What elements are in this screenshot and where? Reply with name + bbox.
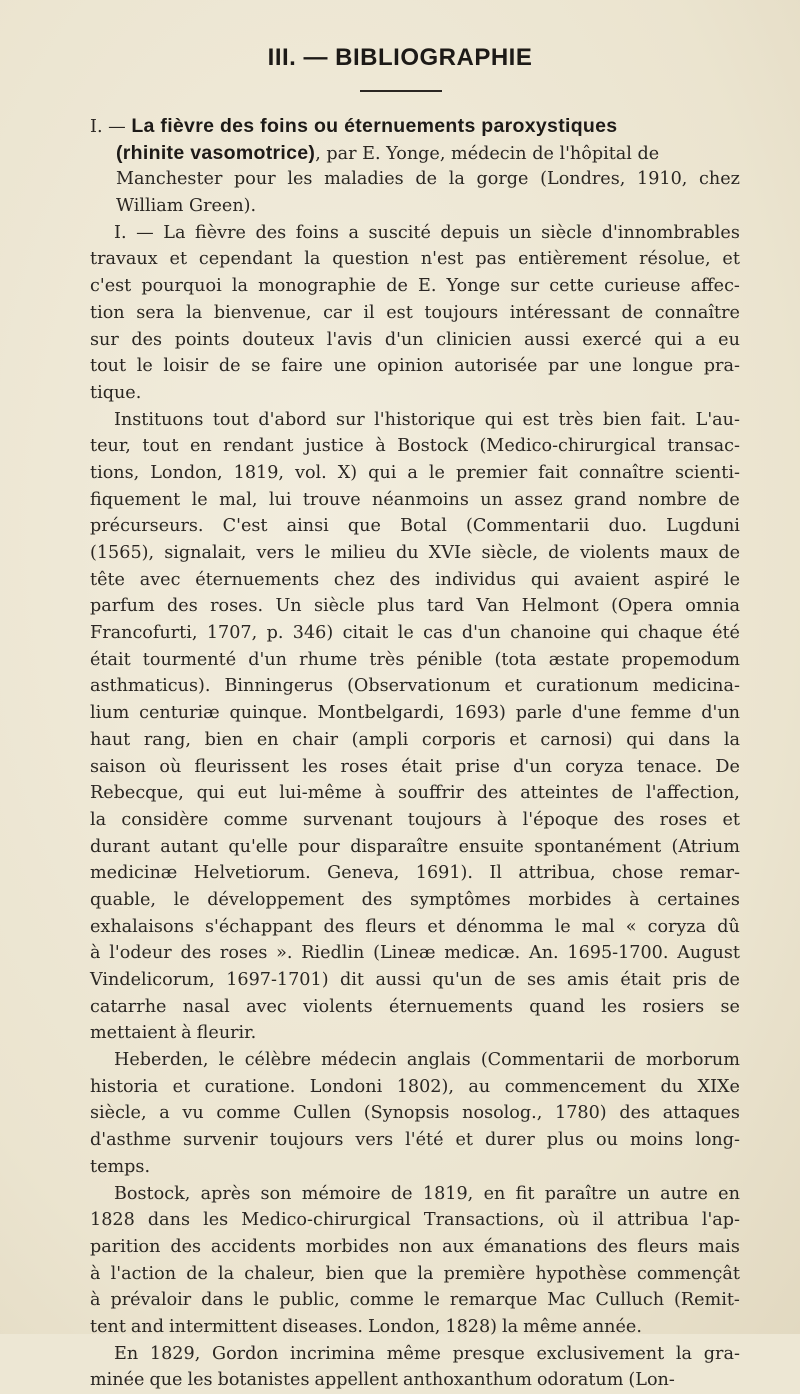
text-line: Bostock, après son mémoire de 1819, en fit paraître un autre en	[114, 1183, 740, 1204]
paragraph	[90, 1047, 740, 1180]
text-line: tent and intermittent diseases. London, 1828) la même année.	[90, 1316, 642, 1337]
text-line: saison où fleurissent les roses était prise d'un coryza tenace. De	[90, 756, 740, 777]
paragraph	[90, 1341, 740, 1394]
text-line: Vindelicorum, 1697-1701) dit aussi qu'un de ses amis était pris de	[90, 970, 740, 990]
text-line: temps.	[90, 1156, 151, 1177]
text-line: parition des accidents morbides non aux émanations des fleurs mais	[90, 1236, 740, 1257]
text-line: sur des points douteux l'avis d'un clinicien aussi exercé qui a eu	[90, 329, 740, 350]
text-line: fiquement le mal, lui trouve néanmoins un assez grand nombre de	[90, 489, 740, 510]
text-line: tion sera la bienvenue, car il est toujours intéressant de connaître	[90, 302, 740, 323]
text-line: précurseurs. C'est ainsi que Botal (Commentarii duo. Lugduni	[90, 516, 740, 537]
text-line: à l'action de la chaleur, bien que la première hypothèse commençât	[90, 1263, 740, 1284]
text-line: tique.	[90, 382, 142, 403]
entry-citation-line	[90, 140, 740, 167]
entry-citation-line-3: William Green).	[116, 196, 257, 217]
text-line: tout le loisir de se faire une opinion autorisée par une longue pra-	[90, 356, 740, 377]
text-line: la considère comme survenant toujours à l'époque des roses et	[90, 809, 740, 830]
section-heading: III. — BIBLIOGRAPHIE	[267, 44, 533, 71]
text-line: Heberden, le célèbre médecin anglais (Commentarii de morborum	[114, 1050, 740, 1071]
text-line: à l'odeur des roses ». Riedlin (Lineæ medicæ. An. 1695-1700. August	[90, 943, 740, 964]
entry-number: I. —	[90, 117, 126, 137]
text-line: medicinæ Helvetiorum. Geneva, 1691). Il attribua, chose remar-	[90, 863, 740, 884]
entry-citation: , par E. Yonge, médecin de l'hôpital de	[315, 143, 660, 164]
text-line: mettaient à fleurir.	[90, 1023, 257, 1044]
text-line: d'asthme survenir toujours vers l'été et durer plus ou moins long-	[90, 1130, 740, 1151]
text-line: Francofurti, 1707, p. 346) citait le cas d'un chanoine qui chaque été	[90, 623, 740, 644]
entry-subtitle: (rhinite vasomotrice)	[116, 141, 316, 164]
text-line: à prévaloir dans le public, comme le remarque Mac Culluch (Remit-	[90, 1290, 740, 1311]
text-line: durant autant qu'elle pour disparaître ensuite spontanément (Atrium	[90, 836, 740, 857]
text-line: tête avec éternuements chez des individus qui avaient aspiré le	[90, 569, 740, 590]
text-line: catarrhe nasal avec violents éternuements quand les rosiers se	[90, 996, 740, 1017]
text-line: haut rang, bien en chair (ampli corporis et carnosi) qui dans la	[90, 729, 740, 750]
text-line: En 1829, Gordon incrimina même presque exclusivement la gra-	[114, 1343, 740, 1364]
text-line: historia et curatione. Londoni 1802), au commencement du XIXe	[90, 1076, 740, 1097]
text-line: siècle, a vu comme Cullen (Synopsis nosolog., 1780) des attaques	[90, 1103, 740, 1124]
text-line: Rebecque, qui eut lui-même à souffrir des atteintes de l'affection,	[90, 783, 740, 804]
entry-title: La fièvre des foins ou éternuements paroxystiques	[131, 115, 618, 137]
text-line: quable, le développement des symptômes morbides à certaines	[90, 889, 740, 910]
body-text	[90, 113, 740, 1394]
entry-title-line	[90, 113, 740, 140]
entry-citation-line-2: Manchester pour les maladies de la gorge (Londres, 1910, chez	[116, 169, 740, 190]
text-line: tions, London, 1819, vol. X) qui a le premier fait connaître scienti-	[90, 462, 740, 483]
text-line: travaux et cependant la question n'est pas entièrement résolue, et	[90, 249, 740, 270]
text-line: c'est pourquoi la monographie de E. Yonge sur cette curieuse affec-	[90, 276, 740, 297]
paragraphs	[90, 220, 740, 1394]
text-line: était tourmenté d'un rhume très pénible (tota æstate propemodum	[90, 649, 740, 670]
text-line: 1828 dans les Medico-chirurgical Transactions, où il attribua l'ap-	[90, 1210, 740, 1231]
paragraph	[90, 407, 740, 1048]
paragraph	[90, 220, 740, 407]
text-line: minée que les botanistes appellent anthoxanthum odoratum (Lon-	[90, 1370, 675, 1391]
paragraph	[90, 1181, 740, 1341]
text-line: teur, tout en rendant justice à Bostock (Medico-chirurgical transac-	[90, 436, 740, 457]
text-line: asthmaticus). Binningerus (Observationum et curationum medicina-	[90, 676, 740, 697]
text-line: I. — La fièvre des foins a suscité depuis un siècle d'innombrables	[114, 222, 740, 243]
text-line: exhalaisons s'échappant des fleurs et dénomma le mal « coryza dû	[90, 916, 740, 937]
text-line: (1565), signalait, vers le milieu du XVIe siècle, de violents maux de	[90, 543, 740, 563]
text-line: lium centuriæ quinque. Montbelgardi, 1693) parle d'une femme d'un	[90, 703, 740, 724]
heading-rule	[360, 90, 442, 92]
text-line: Instituons tout d'abord sur l'historique qui est très bien fait. L'au-	[114, 409, 740, 430]
text-line: parfum des roses. Un siècle plus tard Van Helmont (Opera omnia	[90, 596, 740, 617]
